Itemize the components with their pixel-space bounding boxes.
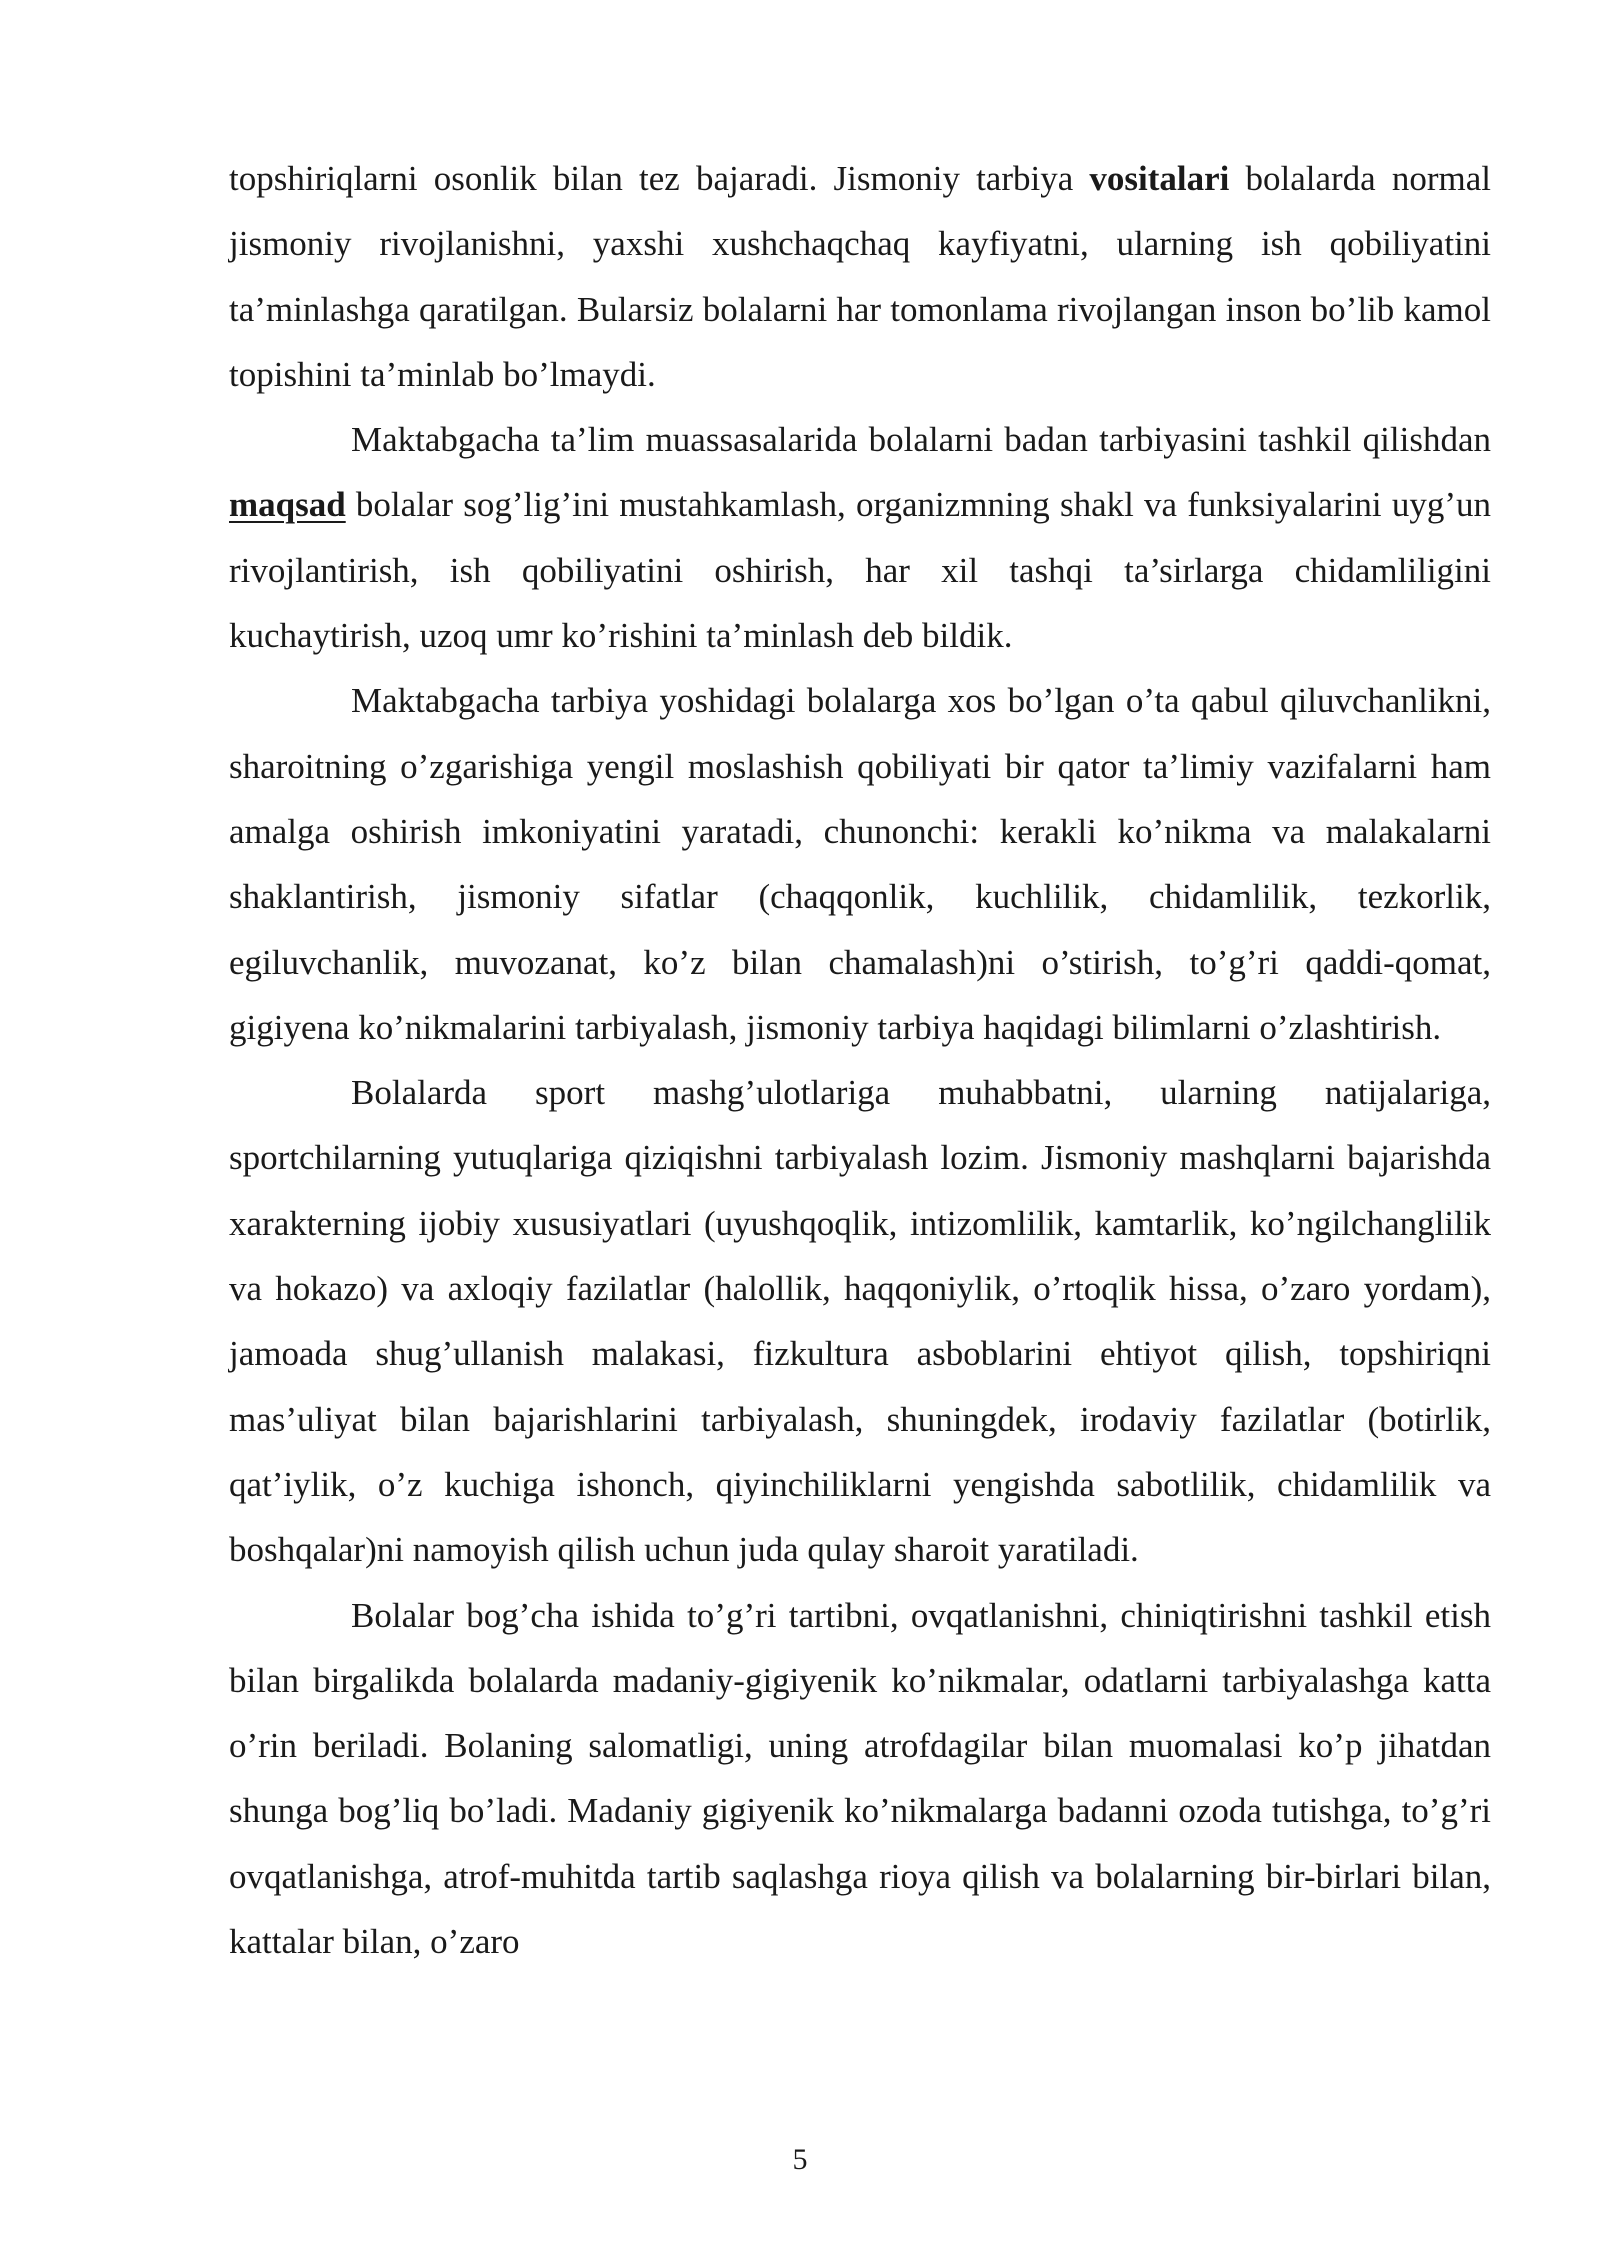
document-body <box>229 146 1491 1974</box>
paragraph <box>229 1060 1491 1582</box>
paragraph <box>229 407 1491 668</box>
paragraph-text: Bolalar bog’cha ishida to’g’ri tartibni, ovqatlanishni, chiniqtirishni tashkil etish bilan birgalikda bolalarda madaniy-gigiyenik ko’nikmalar, odatlarni tarbiyalashga katta o’rin beriladi. Bolaning salomatligi, uning atrofdagilar bilan muomalasi ko’p jihatdan shunga bog’liq bo’ladi. Madaniy gigiyenik ko’nikmalarga badanni ozoda tutishga, to’g’ri ovqatlanishga, atrof-muhitda tartib saqlashga rioya qilish va bolalarning bir-birlari bilan, kattalar bilan, o’zaro <box>229 1595 1491 1962</box>
paragraph-text: Maktabgacha tarbiya yoshidagi bolalarga xos bo’lgan o’ta qabul qiluvchanlikni, sharoitning o’zgarishiga yengil moslashish qobiliyati bir qator ta’limiy vazifalarni ham amalga oshirish imkoniyatini yaratadi, chunonchi: kerakli ko’nikma va malakalarni shaklantirish, jismoniy sifatlar (chaqqonlik, kuchlilik, chidamlilik, tezkorlik, egiluvchanlik, muvozanat, ko’z bilan chamalash)ni o’stirish, to’g’ri qaddi-qomat, gigiyena ko’nikmalarini tarbiyalash, jismoniy tarbiya haqidagi bilimlarni o’zlashtirish. <box>229 681 1491 1047</box>
emphasis-bold-underline: maqsad <box>229 485 346 525</box>
paragraph-text: Bolalarda sport mashg’ulotlariga muhabbatni, ularning natijalariga, sportchilarning yutuqlariga qiziqishni tarbiyalash lozim. Jismoniy mashqlarni bajarishda xarakterning ijobiy xususiyatlari (uyushqoqlik, intizomlilik, kamtarlik, ko’ngilchanglilik va hokazo) va axloqiy fazilatlar (halollik, haqqoniylik, o’rtoqlik hissa, o’zaro yordam), jamoada shug’ullanish malakasi, fizkultura asboblarini ehtiyot qilish, topshiriqni mas’uliyat bilan bajarishlarini tarbiyalash, shuningdek, irodaviy fazilatlar (botirlik, qat’iylik, o’z kuchiga ishonch, qiyinchiliklarni yengishda sabotlilik, chidamlilik va boshqalar)ni namoyish qilish uchun juda qulay sharoit yaratiladi. <box>229 1073 1491 1570</box>
paragraph <box>229 146 1491 407</box>
paragraph <box>229 668 1491 1060</box>
paragraph-text: bolalarda normal jismoniy rivojlanishni, yaxshi xushchaqchaq kayfiyatni, ularning ish qobiliyatini ta’minlashga qaratilgan. Bularsiz bolalarni har tomonlama rivojlangan inson bo’lib kamol topishini ta’minlab bo’lmaydi. <box>229 159 1491 394</box>
paragraph-text: bolalar sog’lig’ini mustahkamlash, organizmning shakl va funksiyalarini uyg’un rivojlantirish, ish qobiliyatini oshirish, har xil tashqi ta’sirlarga chidamliligini kuchaytirish, uzoq umr ko’rishini ta’minlash deb bildik. <box>229 485 1491 656</box>
paragraph-text: topshiriqlarni osonlik bilan tez bajaradi. Jismoniy tarbiya <box>229 159 1090 198</box>
page-number: 5 <box>792 2143 808 2176</box>
emphasis-bold: vositalari <box>1089 159 1230 198</box>
paragraph <box>229 1583 1491 1975</box>
paragraph-text: Maktabgacha ta’lim muassasalarida bolalarni badan tarbiyasini tashkil qilishdan <box>351 420 1491 460</box>
